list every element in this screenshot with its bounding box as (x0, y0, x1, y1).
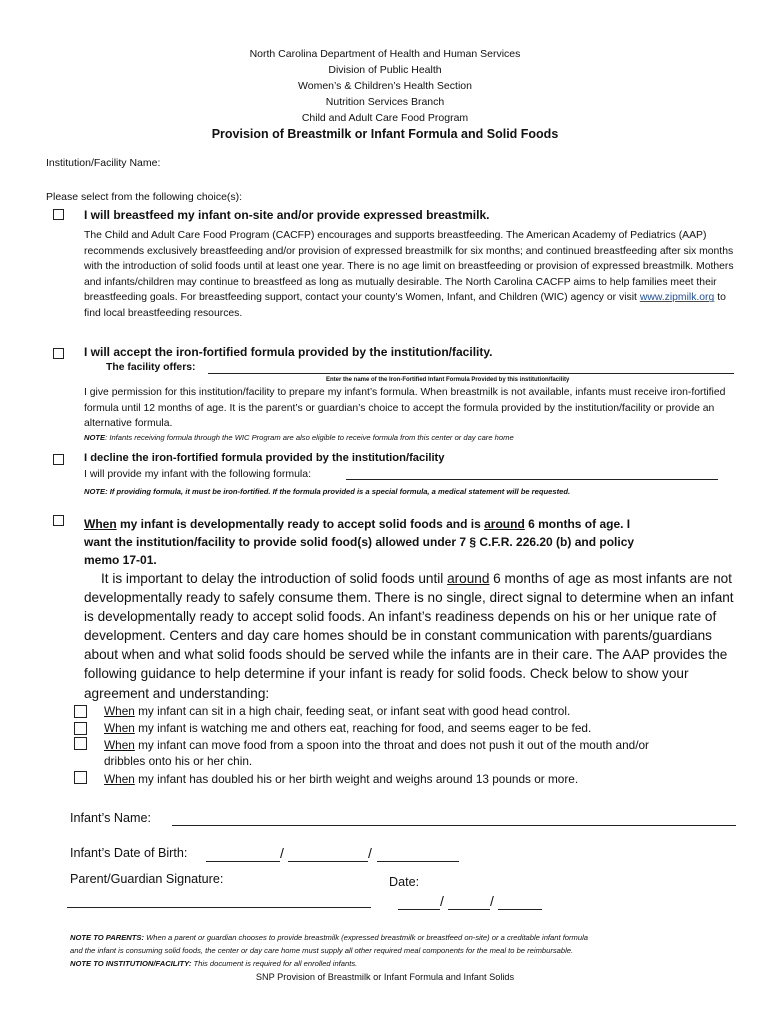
facility-formula-line[interactable] (208, 373, 734, 374)
check-watching-text: When my infant is watching me and others eat, reaching for food, and seems eager to be fed. (104, 721, 592, 735)
dob-month-line[interactable] (206, 861, 280, 862)
breastfeed-paragraph: The Child and Adult Care Food Program (CACFP) encourages and supports breastfeeding. The American Academy of Pediatrics (AAP) recommends exclusively breastfeeding and/or provision of expressed breastmilk for six months; and continued breastfeeding after six months with the introduction of solid foods until at least one year. There is no age limit on breastfeeding or provision of expressed breastmilk. Mothers and infants/children may continue to breastfeed as long as mutually desirable. The North Carolina CACFP aims to help families meet their breastfeeding goals. For breastfeeding support, contact your county’s Women, Infant, and Children (WIC) agency or visit www.zipmilk.org to find local breastfeeding resources. (84, 230, 734, 319)
accept-formula-checkbox[interactable] (53, 348, 64, 359)
dob-day-line[interactable] (288, 861, 368, 862)
check-sit-text: When my infant can sit in a high chair, feeding seat, or infant seat with good head control. (104, 704, 571, 718)
check-watching-checkbox[interactable] (74, 722, 87, 735)
wic-note: NOTE: Infants receiving formula through the WIC Program are also eligible to receive formula from this center or day care home (84, 433, 514, 442)
note-to-parents-cont: and the infant is consuming solid foods, the center or day care home must supply all other required meal components for the meal to be reimbursable. (70, 946, 574, 955)
solid-foods-label: When my infant is developmentally ready to accept solid foods and is around 6 months of age. I want the institution/facility to provide solid food(s) allowed under 7 § C.F.R. 226.20 (b) and policy memo 17-01. (84, 517, 635, 567)
check-spoon-text-cont: dribbles onto his or her chin. (104, 754, 253, 768)
header-branch: Nutrition Services Branch (325, 96, 445, 108)
facility-name-label: Institution/Facility Name: (46, 157, 161, 169)
check-sit-checkbox[interactable] (74, 705, 87, 718)
facility-formula-caption: Enter the name of the Iron-Fortified Infant Formula Provided by this institution/facility (326, 377, 570, 383)
check-weight-text: When my infant has doubled his or her birth weight and weighs around 13 pounds or more. (104, 772, 579, 786)
infant-name-line[interactable] (172, 825, 736, 826)
note-to-institution: NOTE TO INSTITUTION/FACILITY: This document is required for all enrolled infants. (70, 959, 358, 968)
decline-formula-checkbox[interactable] (53, 454, 64, 465)
zipmilk-link[interactable]: www.zipmilk.org (639, 292, 715, 304)
date-month-line[interactable] (398, 909, 440, 910)
check-spoon-text: When my infant can move food from a spoon into the throat and does not push it out of the mouth and/or (104, 738, 649, 752)
select-prompt: Please select from the following choice(s): (46, 191, 243, 203)
dob-slash-2: / (368, 845, 372, 861)
accept-formula-label: I will accept the iron-fortified formula provided by the institution/facility. (84, 345, 493, 359)
date-year-line[interactable] (498, 909, 542, 910)
signature-line[interactable] (67, 907, 371, 908)
date-day-line[interactable] (448, 909, 490, 910)
date-label: Date: (389, 875, 420, 889)
header-program: Child and Adult Care Food Program (301, 112, 469, 124)
date-slash-2: / (490, 893, 494, 909)
dob-year-line[interactable] (377, 861, 459, 862)
breastfeed-option-label: I will breastfeed my infant on-site and/or provide expressed breastmilk. (84, 208, 490, 222)
formula-permission-paragraph: I give permission for this institution/facility to prepare my infant’s formula. When breastmilk is not available, infants must receive iron-fortified formula until 12 months of age. It is the parent’s or guardian’s choice to accept the formula provided by the institution/facility or provide an alternative formula. (84, 387, 726, 430)
document-footer-title: SNP Provision of Breastmilk or Infant Formula and Infant Solids (255, 972, 515, 982)
date-slash-1: / (440, 893, 444, 909)
check-spoon-checkbox[interactable] (74, 737, 87, 750)
header-agency: North Carolina Department of Health and Human Services (249, 48, 521, 60)
check-weight-checkbox[interactable] (74, 771, 87, 784)
provide-formula-label: I will provide my infant with the following formula: (84, 468, 312, 480)
dob-label: Infant’s Date of Birth: (70, 846, 188, 860)
iron-fortified-note: NOTE: If providing formula, it must be iron-fortified. If the formula provided is a special formula, a medical statement will be requested. (84, 487, 571, 496)
solid-foods-checkbox[interactable] (53, 515, 64, 526)
breastfeed-checkbox[interactable] (53, 209, 64, 220)
page-title: Provision of Breastmilk or Infant Formula and Solid Foods (211, 127, 559, 141)
facility-offers-label: The facility offers: (106, 362, 196, 373)
decline-formula-label: I decline the iron-fortified formula provided by the institution/facility (84, 452, 445, 464)
note-to-parents: NOTE TO PARENTS: When a parent or guardian chooses to provide breastmilk (expressed breastmilk or breastfeed on-site) or a creditable infant formula (70, 933, 589, 942)
header-division: Division of Public Health (328, 64, 442, 76)
signature-label: Parent/Guardian Signature: (70, 872, 224, 886)
solid-foods-paragraph: It is important to delay the introduction of solid foods until around 6 months of age as most infants are not developmentally ready to safely consume them. There is no single, direct signal to determine when an infant is developmentally ready to accept solid foods. An infant’s readiness depends on his or her unique rate of development. Centers and day care homes should be in constant communication with parents/guardians about when and what solid foods should be served while the infants are in their care. The AAP provides the following guidance to help determine if your infant is ready for solid foods. Check below to show your agreement and understanding: (84, 571, 734, 701)
dob-slash-1: / (280, 845, 284, 861)
header-section: Women’s & Children’s Health Section (298, 80, 472, 92)
provided-formula-line[interactable] (346, 479, 718, 480)
infant-name-label: Infant’s Name: (70, 811, 151, 825)
